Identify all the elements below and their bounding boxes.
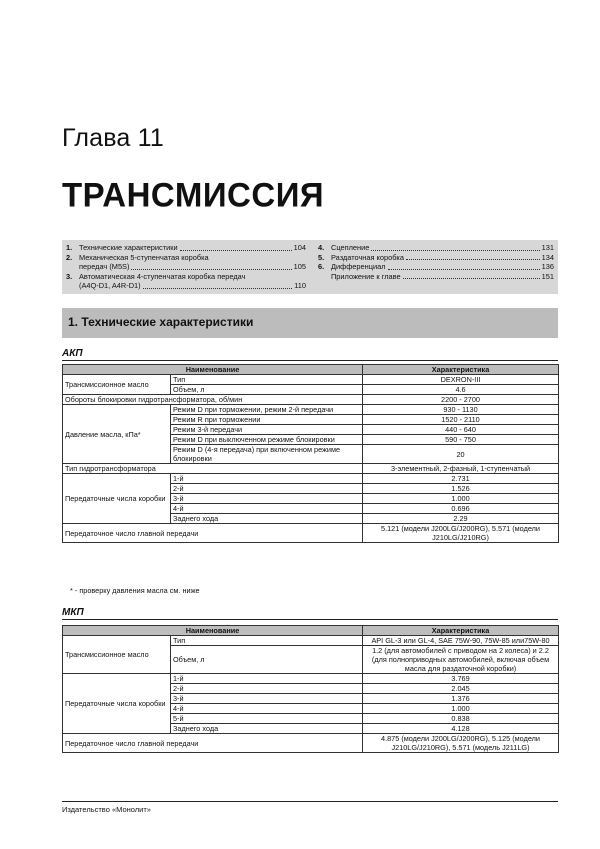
param-value: 4.6 (363, 385, 559, 395)
param-value: DEXRON-III (363, 375, 559, 385)
param-name: Режим D (4-я передача) при включенном режиме блокировки (171, 445, 363, 464)
akp-spec-table (62, 364, 559, 543)
header-name: Наименование (63, 626, 363, 636)
divider (62, 360, 558, 361)
param-value: 1.526 (363, 484, 559, 494)
toc-item-text: Механическая 5-ступенчатая коробка (79, 252, 209, 262)
header-value: Характеристика (363, 365, 559, 375)
toc-item-text: Дифференциал (331, 262, 386, 272)
page (62, 0, 558, 849)
param-name: Передаточное число главной передачи (63, 734, 363, 753)
toc-item-number: 4. (318, 243, 325, 252)
param-name: Режим 3-й передачи (171, 425, 363, 435)
param-name: Объем, л (171, 646, 363, 674)
param-value: 440 - 640 (363, 425, 559, 435)
header-value: Характеристика (363, 626, 559, 636)
param-value: 5.121 (модели J200LG/J200RG), 5.571 (модели J210LG/J210RG) (363, 524, 559, 543)
param-name: 1-й (171, 674, 363, 684)
param-group: Давление масла, кПа* (63, 405, 171, 464)
param-name: 3-й (171, 494, 363, 504)
table-of-contents (62, 240, 558, 294)
param-value: 1520 - 2110 (363, 415, 559, 425)
toc-item-number: 6. (318, 262, 325, 272)
param-value: 3.769 (363, 674, 559, 684)
param-name: Режим D при торможении, режим 2-й передачи (171, 405, 363, 415)
toc-item-page: 134 (541, 252, 554, 262)
header-name: Наименование (63, 365, 363, 375)
param-value: 0.696 (363, 504, 559, 514)
param-name: Объем, л (171, 385, 363, 395)
param-name: Тип (171, 636, 363, 646)
table-header-row (63, 365, 559, 375)
toc-item[interactable] (66, 243, 306, 253)
param-value: 4.128 (363, 724, 559, 734)
section-title: 1. Технические характеристики (68, 315, 254, 329)
toc-leader-dots (388, 269, 540, 270)
param-name: 2-й (171, 484, 363, 494)
param-name: 4-й (171, 704, 363, 714)
table-row (63, 674, 559, 684)
table-row (63, 395, 559, 405)
toc-leader-dots (131, 269, 291, 270)
table-row (63, 405, 559, 415)
param-value: 2.045 (363, 684, 559, 694)
param-name: Заднего хода (171, 724, 363, 734)
table-row (63, 524, 559, 543)
param-value: 20 (363, 445, 559, 464)
param-name: Режим R при торможении (171, 415, 363, 425)
divider (62, 619, 558, 620)
toc-item[interactable] (318, 272, 554, 282)
param-value: 4.875 (модели J200LG/J200RG), 5.125 (модели J210LG/J210RG), 5.571 (модель J211LG) (363, 734, 559, 753)
table-row (63, 375, 559, 385)
publisher-name: Издательство «Монолит» (62, 805, 151, 814)
param-value: 1.376 (363, 694, 559, 704)
param-value: 1.2 (для автомобилей с приводом на 2 колеса) и 2.2 (для полноприводных автомобилей, включая объем масла для раздаточной коробки) (363, 646, 559, 674)
param-name: 2-й (171, 684, 363, 694)
toc-item-text: Автоматическая 4-ступенчатая коробка передач (79, 271, 246, 281)
section-header (62, 308, 558, 338)
toc-leader-dots (403, 278, 540, 279)
param-value: 930 - 1130 (363, 405, 559, 415)
toc-item-number: 1. (66, 243, 73, 252)
param-name: Передаточное число главной передачи (63, 524, 363, 543)
toc-leader-dots (180, 250, 292, 251)
toc-item-number: 3. (66, 271, 73, 281)
toc-leader-dots (406, 259, 540, 260)
param-name: 4-й (171, 504, 363, 514)
table-row (63, 734, 559, 753)
toc-item-page: 131 (541, 243, 554, 252)
toc-item-number: 5. (318, 252, 325, 262)
toc-item-page: 110 (294, 281, 306, 291)
footer-divider (62, 801, 558, 802)
mkp-spec-table (62, 625, 559, 753)
toc-item-number: 2. (66, 252, 73, 262)
param-name: 5-й (171, 714, 363, 724)
table-row (63, 474, 559, 484)
toc-item-page: 151 (541, 271, 554, 281)
table-row (63, 464, 559, 474)
param-value: 590 - 750 (363, 435, 559, 445)
chapter-number: Глава 11 (62, 124, 165, 152)
akp-caption: АКП (62, 348, 83, 359)
param-value: 0.838 (363, 714, 559, 724)
toc-item[interactable] (318, 253, 554, 263)
toc-item[interactable] (318, 262, 554, 272)
param-name: Заднего хода (171, 514, 363, 524)
chapter-title: ТРАНСМИССИЯ (62, 175, 325, 214)
toc-item-page: 136 (541, 262, 554, 272)
param-name: 1-й (171, 474, 363, 484)
param-group: Передаточные числа коробки (63, 474, 171, 524)
mkp-caption: МКП (62, 607, 84, 618)
param-value: 2200 - 2700 (363, 395, 559, 405)
param-value: 1.000 (363, 494, 559, 504)
param-value: 2.731 (363, 474, 559, 484)
toc-item-text: Раздаточная коробка (331, 252, 404, 262)
toc-item[interactable] (318, 243, 554, 253)
param-value: API GL-3 или GL-4, SAE 75W-90, 75W-85 или75W-80 (363, 636, 559, 646)
toc-item-text: Технические характеристики (79, 243, 178, 252)
param-name: 3-й (171, 694, 363, 704)
toc-leader-dots (143, 288, 293, 289)
table-header-row (63, 626, 559, 636)
param-name: Тип (171, 375, 363, 385)
param-name: Тип гидротрансформатора (63, 464, 363, 474)
toc-item-text: (A4Q-D1, A4R-D1) (79, 281, 141, 291)
toc-leader-dots (371, 250, 539, 251)
toc-item-text: Приложение к главе (331, 271, 401, 281)
param-group: Трансмиссионное масло (63, 636, 171, 674)
toc-item-text: передач (M5S) (79, 262, 130, 272)
footnote: * - проверку давления масла см. ниже (70, 586, 200, 595)
table-row (63, 636, 559, 646)
toc-item-page: 105 (293, 262, 306, 272)
toc-item[interactable] (66, 272, 306, 291)
toc-column-right (318, 243, 554, 281)
toc-item[interactable] (66, 253, 306, 272)
param-name: Обороты блокировки гидротрансформатора, об/мин (63, 395, 363, 405)
toc-item-text: Сцепление (331, 243, 370, 252)
param-value: 1.000 (363, 704, 559, 714)
toc-column-left (66, 243, 306, 291)
param-name: Режим D при выключенном режиме блокировки (171, 435, 363, 445)
param-group: Передаточные числа коробки (63, 674, 171, 734)
param-group: Трансмиссионное масло (63, 375, 171, 395)
param-value: 3-элементный, 2-фазный, 1-ступенчатый (363, 464, 559, 474)
toc-item-page: 104 (293, 243, 306, 252)
param-value: 2.29 (363, 514, 559, 524)
